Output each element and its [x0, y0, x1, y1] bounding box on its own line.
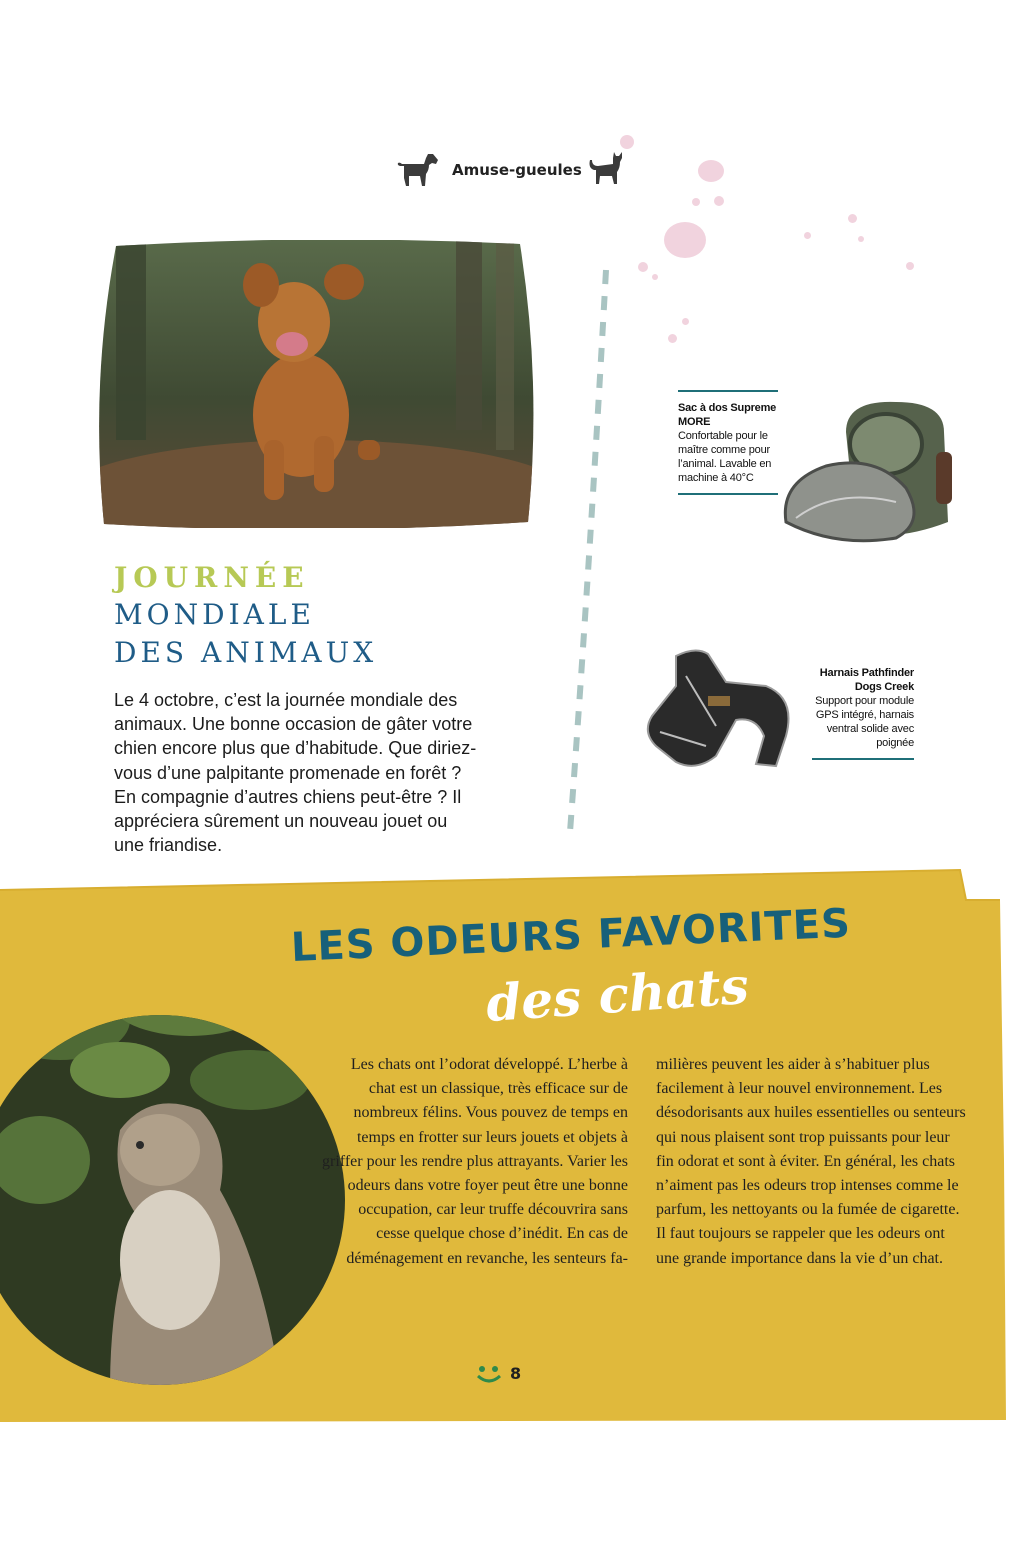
product-description: Support pour module GPS intégré, harnais ventral solide avec poignée — [815, 695, 914, 749]
cats-title-script: des chats — [484, 955, 751, 1034]
decorative-splash — [804, 232, 811, 239]
decorative-splash — [682, 318, 689, 325]
decorative-splash — [638, 262, 648, 272]
cat-icon — [586, 148, 630, 188]
decorative-splash — [620, 135, 634, 149]
section-header — [396, 148, 636, 194]
product-card-backpack — [678, 390, 778, 495]
page-footer — [476, 1364, 556, 1388]
decorative-splash — [698, 160, 724, 182]
decorative-splash — [714, 196, 724, 206]
article-title-line1: JOURNÉE — [114, 561, 310, 594]
harness-image — [636, 646, 806, 782]
product-brand: MORE — [678, 415, 711, 428]
decorative-splash — [906, 262, 914, 270]
decorative-splash — [664, 222, 706, 258]
product-rule — [678, 390, 778, 392]
article-body: Le 4 octobre, c’est la journée mondiale des animaux. Une bonne occasion de gâter votre chien encore plus que d’habitude. Que diriez-vous d’une palpitante promenade en forêt ? En compagnie d’autres chiens peut-être ? Il appréciera sûrement un nouveau jouet ou une friandise. — [114, 690, 477, 856]
article-title-line3: DES ANIMAUX — [114, 636, 378, 669]
decorative-splash — [668, 334, 677, 343]
cat-photo — [0, 960, 345, 1420]
smiley-logo-icon — [476, 1364, 502, 1386]
product-name: Sac à dos Supreme — [678, 402, 777, 414]
section-title: Amuse-gueules — [452, 161, 582, 179]
product-description: Confortable pour le maître comme pour l’animal. Lavable en machine à 40°C — [678, 430, 772, 484]
product-card-harness — [812, 667, 914, 760]
product-name: Harnais Pathfinder — [819, 667, 914, 679]
product-brand: Dogs Creek — [854, 680, 914, 693]
cats-text-column-left: Les chats ont l’odorat développé. L’herbe à chat est un classique, très efficace sur de nombreux félins. Vous pouvez de temps en temps en frotter sur leurs jouets et objets à griffer pour les rendre plus attrayants. Varier les odeurs dans votre foyer peut être une bonne occupation, car leur truffe découvrira sans cesse quelque chose d’inédit. En cas de déménagement en revanche, les senteurs fa- — [322, 1056, 628, 1267]
dog-photo — [96, 240, 538, 528]
cats-title: LES ODEURS FAVORITES — [290, 900, 852, 971]
decorative-splash — [848, 214, 857, 223]
decorative-splash — [692, 198, 700, 206]
decorative-splash — [652, 274, 658, 280]
backpack-image — [776, 392, 972, 548]
article-title — [114, 560, 534, 672]
dashed-divider — [560, 262, 620, 842]
article-title-line2: MONDIALE — [114, 598, 315, 631]
cats-text-column-right: milières peuvent les aider à s’habituer plus facilement à leur nouvel environnement. Les désodorisants aux huiles essentielles ou senteurs qui nous plaisent sont trop puissants pour leur fin odorat et sont à éviter. En général, les chats n’aiment pas les odeurs trop intenses comme le parfum, les nettoyants ou la fumée de cigarette. Il faut toujours se rappeler que les odeurs ont une grande importance dans la vie d’un chat. — [656, 1056, 966, 1267]
product-rule — [678, 493, 778, 495]
dog-icon — [396, 148, 440, 188]
product-rule — [812, 758, 914, 760]
decorative-splash — [858, 236, 864, 242]
page-number: 8 — [510, 1364, 522, 1383]
